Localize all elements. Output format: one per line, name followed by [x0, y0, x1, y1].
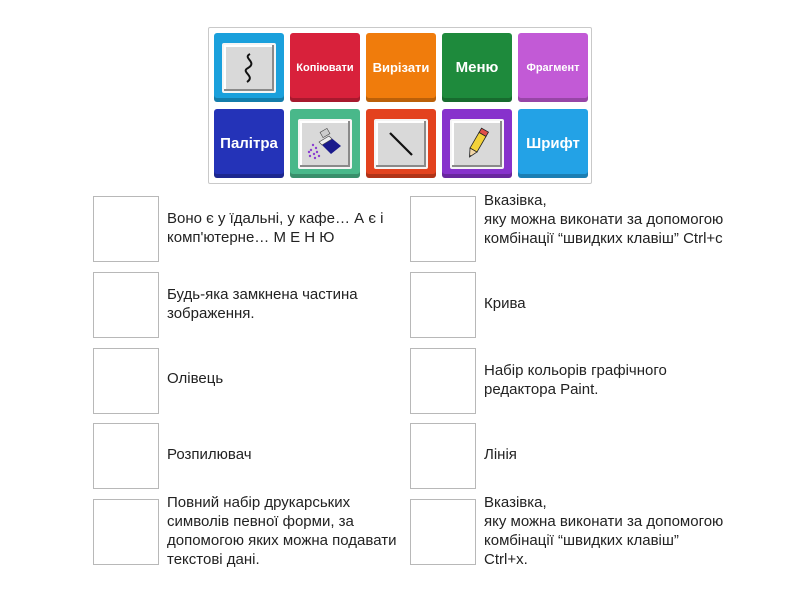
tile-palette[interactable] [214, 109, 284, 178]
drop-zone-9[interactable] [93, 499, 159, 565]
tile-font-label: Шрифт [526, 135, 580, 152]
drop-zone-8[interactable] [410, 423, 476, 489]
clue-1: Воно є у їдальні, у кафе… А є і комп'ютерне… М Е Н Ю [167, 210, 384, 246]
drop-zone-3[interactable] [93, 272, 159, 338]
clue-3: Будь-яка замкнена частина зображення. [167, 286, 358, 322]
drop-zone-6[interactable] [410, 348, 476, 414]
clue-4: Крива [484, 295, 526, 312]
drop-zone-5[interactable] [93, 348, 159, 414]
tile-fragment-label: Фрагмент [526, 61, 580, 74]
drop-zone-10[interactable] [410, 499, 476, 565]
clue-7: Розпилювач [167, 446, 252, 463]
drop-zone-1[interactable] [93, 196, 159, 262]
clue-9: Повний набір друкарських символів певної форми, за допомогою яких можна подавати текстові дані. [167, 494, 397, 568]
curve-icon [222, 43, 276, 93]
pencil-icon [450, 119, 504, 169]
tile-cut[interactable] [366, 33, 436, 102]
clue-2: Вказівка, яку можна виконати за допомогою комбінації “швидких клавіш” Ctrl+c [484, 192, 724, 247]
tile-curve[interactable] [214, 33, 284, 102]
airbrush-icon [298, 119, 352, 169]
tile-copy[interactable] [290, 33, 360, 102]
tile-airbrush[interactable] [290, 109, 360, 178]
drop-zone-4[interactable] [410, 272, 476, 338]
line-icon [374, 119, 428, 169]
tile-fragment[interactable] [518, 33, 588, 102]
tile-line[interactable] [366, 109, 436, 178]
tile-menu-label: Меню [455, 59, 499, 76]
tile-cut-label: Вирізати [372, 60, 430, 75]
tile-palette-label: Палітра [220, 135, 278, 152]
tile-pencil[interactable] [442, 109, 512, 178]
drop-zone-7[interactable] [93, 423, 159, 489]
tile-font[interactable] [518, 109, 588, 178]
clue-5: Олівець [167, 370, 224, 387]
clue-6: Набір кольорів графічного редактора Paint. [484, 362, 667, 398]
clue-10: Вказівка, яку можна виконати за допомогою комбінації “швидких клавіш” Ctrl+x. [484, 494, 724, 568]
clue-8: Лінія [484, 446, 517, 463]
tile-menu[interactable] [442, 33, 512, 102]
tile-copy-label: Копіювати [296, 61, 354, 74]
tile-bank [208, 27, 592, 184]
drop-zone-2[interactable] [410, 196, 476, 262]
